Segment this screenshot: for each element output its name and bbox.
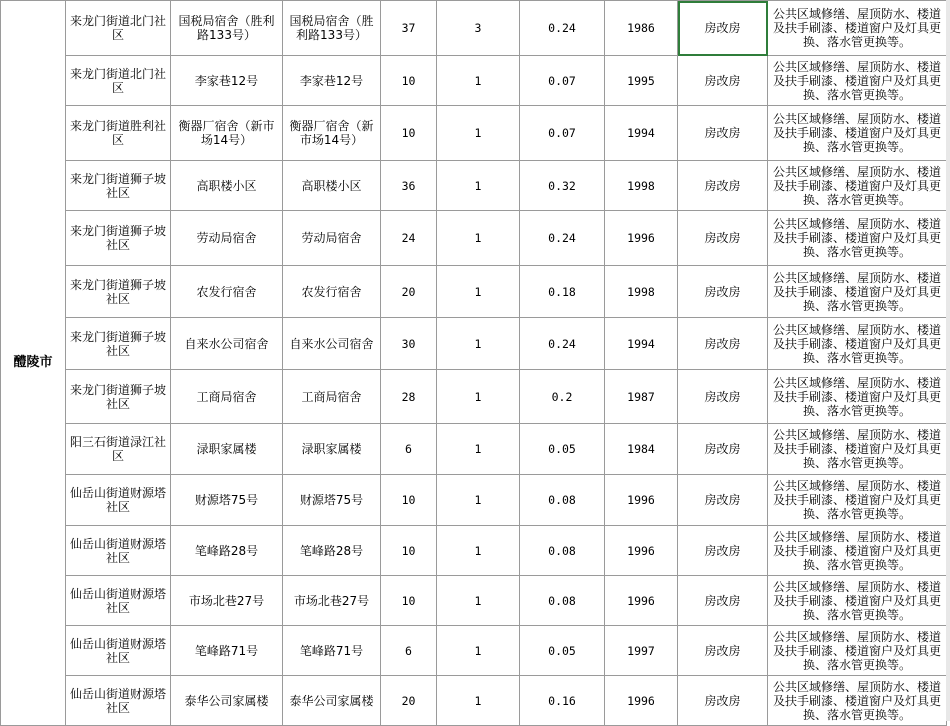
building-name-cell[interactable]: 泰华公司家属楼 [283, 676, 381, 726]
project-name-cell[interactable]: 财源塔75号 [171, 475, 283, 526]
year-cell[interactable]: 1994 [605, 106, 678, 161]
area-cell[interactable]: 0.24 [520, 318, 605, 370]
buildings-cell[interactable]: 1 [437, 106, 520, 161]
buildings-cell[interactable]: 1 [437, 370, 520, 424]
year-cell[interactable]: 1994 [605, 318, 678, 370]
house-type-cell[interactable]: 房改房 [678, 1, 768, 56]
area-cell[interactable]: 0.08 [520, 576, 605, 626]
year-cell[interactable]: 1997 [605, 626, 678, 676]
house-type-cell[interactable]: 房改房 [678, 56, 768, 106]
community-cell[interactable]: 来龙门街道狮子坡社区 [66, 370, 171, 424]
households-cell[interactable]: 20 [381, 266, 437, 318]
table-row [1, 626, 947, 676]
area-cell[interactable]: 0.07 [520, 56, 605, 106]
area-cell[interactable]: 0.24 [520, 211, 605, 266]
area-cell[interactable]: 0.16 [520, 676, 605, 726]
year-cell[interactable]: 1996 [605, 526, 678, 576]
table-row [1, 106, 947, 161]
area-cell[interactable]: 0.2 [520, 370, 605, 424]
community-cell[interactable]: 仙岳山街道财源塔社区 [66, 475, 171, 526]
community-cell[interactable]: 仙岳山街道财源塔社区 [66, 626, 171, 676]
community-cell[interactable]: 来龙门街道北门社区 [66, 56, 171, 106]
year-cell[interactable]: 1996 [605, 576, 678, 626]
building-name-cell[interactable]: 财源塔75号 [283, 475, 381, 526]
work-content-cell[interactable]: 公共区域修缮、屋顶防水、楼道及扶手刷漆、楼道窗户及灯具更换、落水管更换等。 [768, 106, 947, 161]
area-cell[interactable]: 0.05 [520, 626, 605, 676]
year-cell[interactable]: 1996 [605, 475, 678, 526]
area-cell[interactable]: 0.24 [520, 1, 605, 56]
project-name-cell[interactable]: 自来水公司宿舍 [171, 318, 283, 370]
year-cell[interactable]: 1996 [605, 676, 678, 726]
households-cell[interactable]: 24 [381, 211, 437, 266]
households-cell[interactable]: 6 [381, 626, 437, 676]
table-row [1, 526, 947, 576]
building-name-cell[interactable]: 农发行宿舍 [283, 266, 381, 318]
table-row [1, 475, 947, 526]
area-cell[interactable]: 0.08 [520, 526, 605, 576]
table-row [1, 576, 947, 626]
year-cell[interactable]: 1996 [605, 211, 678, 266]
work-content-cell[interactable]: 公共区域修缮、屋顶防水、楼道及扶手刷漆、楼道窗户及灯具更换、落水管更换等。 [768, 676, 947, 726]
buildings-cell[interactable]: 1 [437, 626, 520, 676]
community-cell[interactable]: 仙岳山街道财源塔社区 [66, 526, 171, 576]
city-cell[interactable]: 醴陵市 [1, 1, 66, 726]
community-cell[interactable]: 来龙门街道狮子坡社区 [66, 318, 171, 370]
table-row [1, 211, 947, 266]
households-cell[interactable]: 10 [381, 56, 437, 106]
work-content-cell[interactable]: 公共区域修缮、屋顶防水、楼道及扶手刷漆、楼道窗户及灯具更换、落水管更换等。 [768, 266, 947, 318]
building-name-cell[interactable]: 李家巷12号 [283, 56, 381, 106]
work-content-cell[interactable]: 公共区域修缮、屋顶防水、楼道及扶手刷漆、楼道窗户及灯具更换、落水管更换等。 [768, 626, 947, 676]
table-row [1, 266, 947, 318]
project-name-cell[interactable]: 笔峰路71号 [171, 626, 283, 676]
house-type-cell[interactable]: 房改房 [678, 211, 768, 266]
table-row [1, 676, 947, 726]
house-type-cell[interactable]: 房改房 [678, 626, 768, 676]
building-name-cell[interactable]: 国税局宿舍（胜利路133号） [283, 1, 381, 56]
buildings-cell[interactable]: 1 [437, 266, 520, 318]
building-name-cell[interactable]: 笔峰路71号 [283, 626, 381, 676]
buildings-cell[interactable]: 1 [437, 424, 520, 475]
buildings-cell[interactable]: 1 [437, 211, 520, 266]
house-type-cell[interactable]: 房改房 [678, 161, 768, 211]
project-name-cell[interactable]: 泰华公司家属楼 [171, 676, 283, 726]
building-name-cell[interactable]: 高职楼小区 [283, 161, 381, 211]
area-cell[interactable]: 0.08 [520, 475, 605, 526]
building-name-cell[interactable]: 劳动局宿舍 [283, 211, 381, 266]
year-cell[interactable]: 1998 [605, 266, 678, 318]
community-cell[interactable]: 仙岳山街道财源塔社区 [66, 676, 171, 726]
house-type-cell[interactable]: 房改房 [678, 266, 768, 318]
area-cell[interactable]: 0.18 [520, 266, 605, 318]
building-name-cell[interactable]: 衡器厂宿舍（新市场14号） [283, 106, 381, 161]
project-name-cell[interactable]: 农发行宿舍 [171, 266, 283, 318]
sheet-body [1, 1, 947, 726]
year-cell[interactable]: 1986 [605, 1, 678, 56]
house-type-cell[interactable]: 房改房 [678, 424, 768, 475]
building-name-cell[interactable]: 工商局宿舍 [283, 370, 381, 424]
work-content-cell[interactable]: 公共区域修缮、屋顶防水、楼道及扶手刷漆、楼道窗户及灯具更换、落水管更换等。 [768, 161, 947, 211]
table-row [1, 1, 947, 56]
table-row [1, 56, 947, 106]
households-cell[interactable]: 36 [381, 161, 437, 211]
house-type-cell[interactable]: 房改房 [678, 576, 768, 626]
work-content-cell[interactable]: 公共区域修缮、屋顶防水、楼道及扶手刷漆、楼道窗户及灯具更换、落水管更换等。 [768, 576, 947, 626]
table-row [1, 370, 947, 424]
work-content-cell[interactable]: 公共区域修缮、屋顶防水、楼道及扶手刷漆、楼道窗户及灯具更换、落水管更换等。 [768, 424, 947, 475]
buildings-cell[interactable]: 1 [437, 676, 520, 726]
project-name-cell[interactable]: 市场北巷27号 [171, 576, 283, 626]
households-cell[interactable]: 28 [381, 370, 437, 424]
year-cell[interactable]: 1984 [605, 424, 678, 475]
year-cell[interactable]: 1995 [605, 56, 678, 106]
work-content-cell[interactable]: 公共区域修缮、屋顶防水、楼道及扶手刷漆、楼道窗户及灯具更换、落水管更换等。 [768, 318, 947, 370]
buildings-cell[interactable]: 3 [437, 1, 520, 56]
work-content-cell[interactable]: 公共区域修缮、屋顶防水、楼道及扶手刷漆、楼道窗户及灯具更换、落水管更换等。 [768, 475, 947, 526]
buildings-cell[interactable]: 1 [437, 318, 520, 370]
house-type-cell[interactable]: 房改房 [678, 370, 768, 424]
project-name-cell[interactable]: 劳动局宿舍 [171, 211, 283, 266]
work-content-cell[interactable]: 公共区域修缮、屋顶防水、楼道及扶手刷漆、楼道窗户及灯具更换、落水管更换等。 [768, 211, 947, 266]
year-cell[interactable]: 1998 [605, 161, 678, 211]
area-cell[interactable]: 0.07 [520, 106, 605, 161]
households-cell[interactable]: 6 [381, 424, 437, 475]
households-cell[interactable]: 10 [381, 475, 437, 526]
project-name-cell[interactable]: 工商局宿舍 [171, 370, 283, 424]
project-name-cell[interactable]: 渌职家属楼 [171, 424, 283, 475]
project-name-cell[interactable]: 笔峰路28号 [171, 526, 283, 576]
work-content-cell[interactable]: 公共区域修缮、屋顶防水、楼道及扶手刷漆、楼道窗户及灯具更换、落水管更换等。 [768, 1, 947, 56]
households-cell[interactable]: 10 [381, 526, 437, 576]
community-cell[interactable]: 来龙门街道狮子坡社区 [66, 211, 171, 266]
year-cell[interactable]: 1987 [605, 370, 678, 424]
work-content-cell[interactable]: 公共区域修缮、屋顶防水、楼道及扶手刷漆、楼道窗户及灯具更换、落水管更换等。 [768, 526, 947, 576]
house-type-cell[interactable]: 房改房 [678, 475, 768, 526]
table-row [1, 318, 947, 370]
house-type-cell[interactable]: 房改房 [678, 106, 768, 161]
project-name-cell[interactable]: 国税局宿舍（胜利路133号） [171, 1, 283, 56]
building-name-cell[interactable]: 渌职家属楼 [283, 424, 381, 475]
work-content-cell[interactable]: 公共区域修缮、屋顶防水、楼道及扶手刷漆、楼道窗户及灯具更换、落水管更换等。 [768, 370, 947, 424]
house-type-cell[interactable]: 房改房 [678, 526, 768, 576]
area-cell[interactable]: 0.05 [520, 424, 605, 475]
house-type-cell[interactable]: 房改房 [678, 676, 768, 726]
table-row [1, 424, 947, 475]
households-cell[interactable]: 20 [381, 676, 437, 726]
households-cell[interactable]: 30 [381, 318, 437, 370]
community-cell[interactable]: 来龙门街道胜利社区 [66, 106, 171, 161]
buildings-cell[interactable]: 1 [437, 475, 520, 526]
building-name-cell[interactable]: 市场北巷27号 [283, 576, 381, 626]
community-cell[interactable]: 仙岳山街道财源塔社区 [66, 576, 171, 626]
community-cell[interactable]: 来龙门街道北门社区 [66, 1, 171, 56]
project-name-cell[interactable]: 衡器厂宿舍（新市场14号） [171, 106, 283, 161]
buildings-cell[interactable]: 1 [437, 526, 520, 576]
community-cell[interactable]: 阳三石街道渌江社区 [66, 424, 171, 475]
buildings-cell[interactable]: 1 [437, 161, 520, 211]
table-row [1, 161, 947, 211]
households-cell[interactable]: 10 [381, 106, 437, 161]
buildings-cell[interactable]: 1 [437, 576, 520, 626]
households-cell[interactable]: 37 [381, 1, 437, 56]
building-name-cell[interactable]: 自来水公司宿舍 [283, 318, 381, 370]
community-cell[interactable]: 来龙门街道狮子坡社区 [66, 266, 171, 318]
project-name-cell[interactable]: 高职楼小区 [171, 161, 283, 211]
next-column-edge [946, 0, 950, 721]
project-name-cell[interactable]: 李家巷12号 [171, 56, 283, 106]
area-cell[interactable]: 0.32 [520, 161, 605, 211]
work-content-cell[interactable]: 公共区域修缮、屋顶防水、楼道及扶手刷漆、楼道窗户及灯具更换、落水管更换等。 [768, 56, 947, 106]
house-type-cell[interactable]: 房改房 [678, 318, 768, 370]
community-cell[interactable]: 来龙门街道狮子坡社区 [66, 161, 171, 211]
households-cell[interactable]: 10 [381, 576, 437, 626]
building-name-cell[interactable]: 笔峰路28号 [283, 526, 381, 576]
buildings-cell[interactable]: 1 [437, 56, 520, 106]
